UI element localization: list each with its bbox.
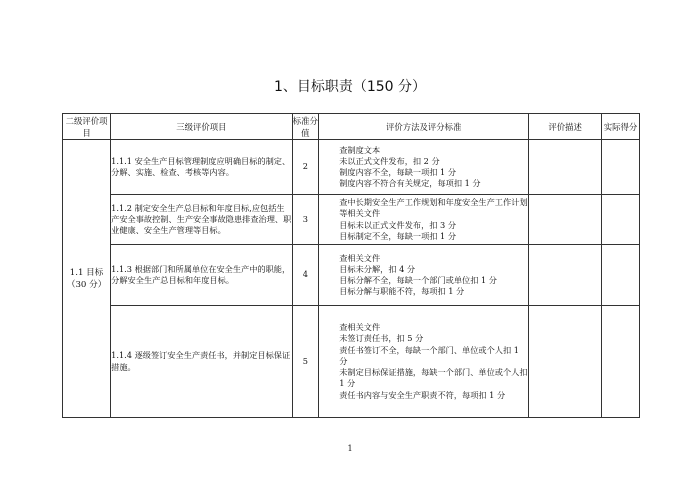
standard-score-cell: 3 — [292, 195, 319, 245]
method-line: 查相关文件 — [339, 322, 381, 333]
actual-score-cell — [602, 306, 640, 418]
evaluation-table — [62, 113, 640, 418]
standard-score-cell: 2 — [292, 140, 319, 195]
evaluation-method-cell — [319, 245, 529, 306]
document-title: 1、目标职责（150 分） — [273, 79, 427, 95]
table-row — [63, 195, 640, 245]
header-standard-score: 标准分值 — [292, 115, 318, 138]
header-secondary-item: 二级评价项目 — [63, 114, 111, 140]
header-evaluation-method: 评价方法及评分标准 — [319, 114, 529, 140]
method-line: 查中长期安全生产工作规划和年度安全生产工作计划等相关文件 — [339, 197, 528, 219]
method-line: 目标未分解，扣 4 分 — [339, 263, 416, 274]
table-row — [63, 140, 640, 195]
table-row — [63, 306, 640, 418]
method-line: 查相关文件 — [339, 252, 381, 263]
method-line: 制度内容不符合有关规定，每项扣 1 分 — [339, 178, 481, 189]
method-line: 目标制定不全，每缺一项扣 1 分 — [339, 230, 457, 241]
secondary-item-cell: 1.1 目标（30 分） — [63, 140, 111, 418]
method-line: 责任书签订不全，每缺一个部门、单位或个人扣 1 分 — [339, 344, 519, 366]
evaluation-description-cell — [529, 140, 602, 195]
method-line: 目标分解与职能不符，每项扣 1 分 — [339, 286, 465, 297]
header-evaluation-description: 评价描述 — [529, 114, 602, 140]
method-line: 责任书内容与安全生产职责不符，每项扣 1 分 — [339, 389, 506, 400]
tertiary-item-cell: 1.1.3 根据部门和所属单位在安全生产中的职能，分解安全生产总目标和年度目标。 — [111, 245, 292, 306]
actual-score-cell — [602, 245, 640, 306]
evaluation-method-cell — [319, 195, 529, 245]
standard-score-cell: 5 — [292, 306, 319, 418]
evaluation-description-cell — [529, 306, 602, 418]
header-tertiary-item: 三级评价项目 — [111, 114, 292, 140]
method-line: 未签订责任书，扣 5 分 — [339, 333, 424, 344]
evaluation-method-cell — [319, 140, 529, 195]
header-actual-score: 实际得分 — [602, 114, 640, 140]
tertiary-item-cell: 1.1.4 逐级签订安全生产责任书，并制定目标保证措施。 — [111, 306, 292, 418]
method-line: 目标未以正式文件发布，扣 3 分 — [339, 219, 457, 230]
evaluation-description-cell — [529, 195, 602, 245]
page-number: 1 — [347, 444, 353, 453]
actual-score-cell — [602, 195, 640, 245]
tertiary-item-cell: 1.1.2 制定安全生产总目标和年度目标,应包括生产安全事故控制、生产安全事故隐患排查治理、职业健康、安全生产管理等目标。 — [111, 195, 292, 245]
evaluation-description-cell — [529, 245, 602, 306]
table-row — [63, 245, 640, 306]
tertiary-item-cell: 1.1.1 安全生产目标管理制度应明确目标的制定、分解、实施、检查、考核等内容。 — [111, 140, 292, 195]
actual-score-cell — [602, 140, 640, 195]
method-line: 目标分解不全，每缺一个部门或单位扣 1 分 — [339, 275, 497, 285]
method-line: 查制度文本 — [339, 144, 381, 155]
evaluation-method-cell — [319, 306, 529, 418]
standard-score-cell: 4 — [292, 245, 319, 306]
method-line: 未制定目标保证措施，每缺一个部门、单位或个人扣 1 分 — [339, 367, 528, 389]
method-line: 制度内容不全，每缺一项扣 1 分 — [339, 167, 457, 177]
method-line: 未以正式文件发布，扣 2 分 — [339, 155, 440, 166]
table-header-row — [63, 114, 640, 140]
